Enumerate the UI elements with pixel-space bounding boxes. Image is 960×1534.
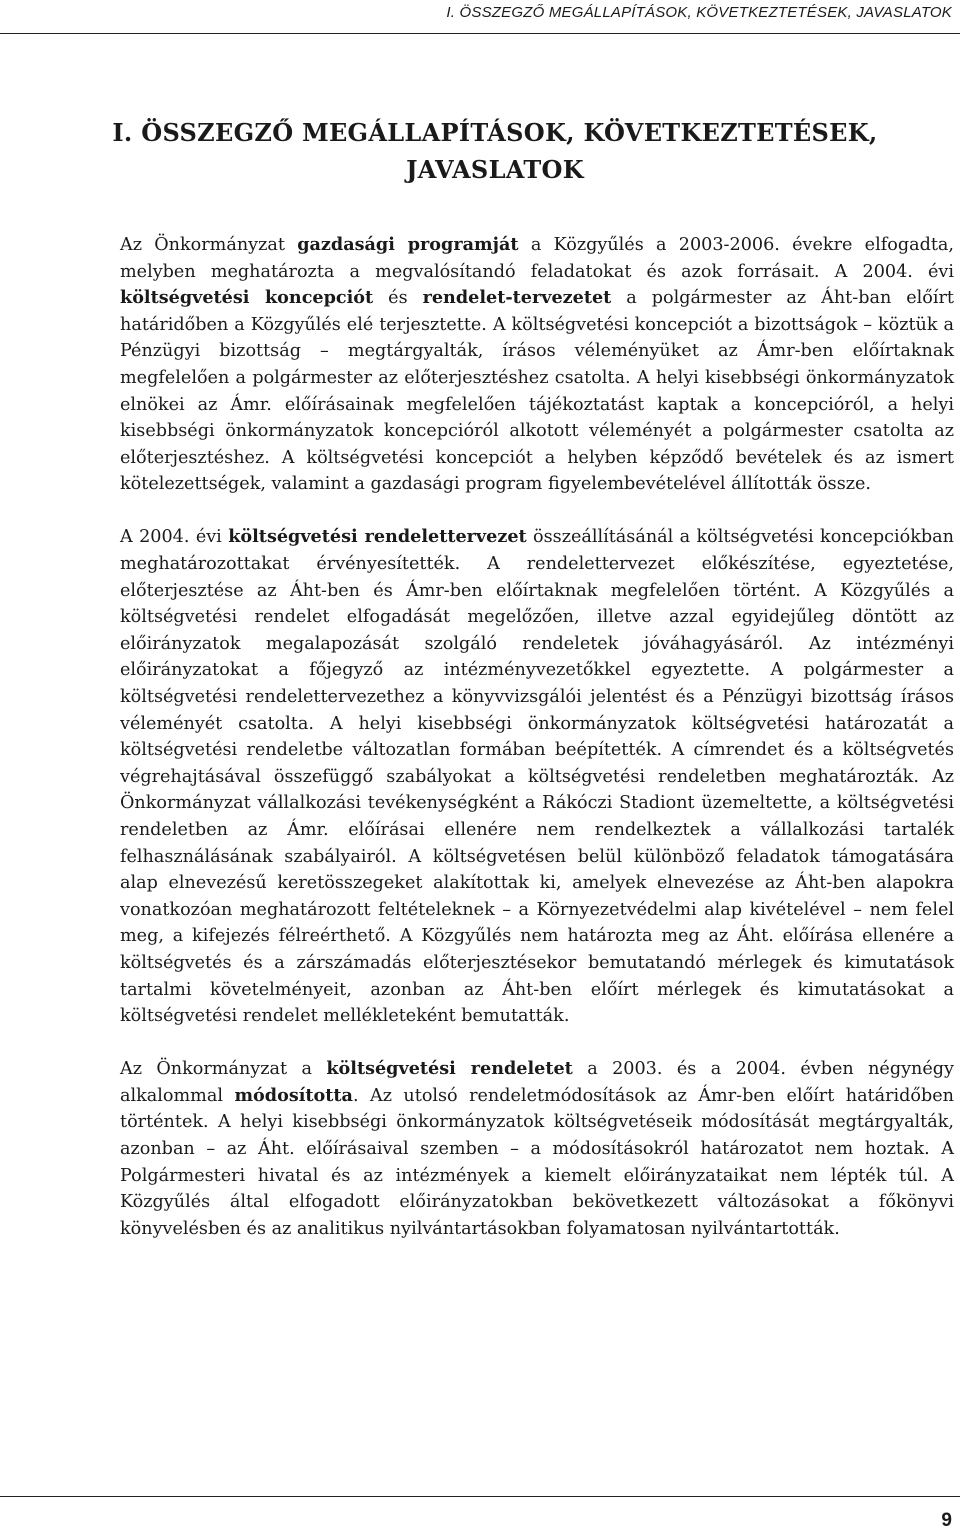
page-number: 9 — [941, 1510, 952, 1531]
paragraph-1 — [120, 232, 954, 498]
paragraph-2 — [120, 524, 954, 1029]
body-text — [120, 232, 954, 1269]
text-run: Az Önkormányzat a — [120, 1059, 327, 1080]
emphasis: módosította — [234, 1084, 353, 1106]
footer-rule — [0, 1496, 960, 1497]
chapter-title — [90, 114, 900, 188]
emphasis: költségvetési rendelettervezet — [228, 526, 527, 548]
text-run: a Közgyűlés a 2003-2006. évekre elfogadta, melyben meghatározta a megvalósítandó feladatokat és azok forrásait. A 2004. évi — [120, 235, 954, 282]
text-run: és — [373, 288, 423, 309]
chapter-title-line-2: JAVASLATOK — [406, 155, 584, 184]
text-run: a 2003. és a 2004. évben négynégy alkalommal — [120, 1059, 954, 1106]
text-run: . Az utolsó rendeletmódosítások az Ámr-ben előírt határidőben történtek. A helyi kisebbségi önkormányzatok költségvetéseik módosítását megtárgyalták, azonban – az Áht. előírásaival szemben – a módosításokról határozatot nem hoztak. A Polgármesteri hivatal és az intézmények a kiemelt előirányzataikat nem lépték túl. A Közgyűlés által elfogadott előirányzatokban bekövetkezett változásokat a főkönyvi könyvelésben és az analitikus nyilvántartásokban folyamatosan nyilvántartották. — [120, 1085, 955, 1239]
chapter-title-line-1: I. ÖSSZEGZŐ MEGÁLLAPÍTÁSOK, KÖVETKEZTETÉSEK, — [112, 118, 878, 147]
paragraph-3 — [120, 1056, 954, 1242]
emphasis: rendelet-tervezetet — [422, 287, 612, 309]
emphasis: költségvetési rendeletet — [326, 1058, 573, 1080]
running-header: I. ÖSSZEGZŐ MEGÁLLAPÍTÁSOK, KÖVETKEZTETÉSEK, JAVASLATOK — [446, 4, 952, 21]
text-run: Az Önkormányzat — [120, 235, 298, 255]
emphasis: gazdasági programját — [297, 234, 519, 255]
header-rule — [0, 33, 960, 34]
emphasis: költségvetési koncepciót — [120, 287, 374, 309]
text-run: a polgármester az Áht-ban előírt határidőben a Közgyűlés elé terjesztette. A költségvetési koncepciót a bizottságok – köztük a Pénzügyi bizottság – megtárgyalták, írásos véleményüket az Ámr-ben előírtaknak megfelelően a polgármester az előterjesztéshez csatolta. A helyi kisebbségi önkormányzatok elnökei az Ámr. előírásainak megfelelően tájékoztatást kaptak a koncepcióról, a helyi kisebbségi önkormányzatok koncepcióról alkotott véleményét a polgármester csatolta az előterjesztéshez. A költségvetési koncepciót a helyben képződő bevételek és az ismert kötelezettségek, valamint a gazdasági program figyelembevételével állították össze. — [120, 288, 954, 495]
text-run: összeállításánál a költségvetési koncepciókban meghatározottakat érvényesítették. A rendelettervezet előkészítése, egyeztetése, előterjesztése az Áht-ben és Ámr-ben előírtaknak megfelelően történt. A Közgyűlés a költségvetési rendelet elfogadását megelőzően, illetve azzal egyidejűleg döntött az előirányzatok megalapozását szolgáló rendeletek jóváhagyásáról. Az intézményi előirányzatokat a főjegyző az intézményvezetőkkel egyeztette. A polgármester a költségvetési rendelettervezethez a könyvvizsgálói jelentést és a Pénzügyi bizottság írásos véleményét csatolta. A helyi kisebbségi önkormányzatok költségvetési határozatát a költségvetési rendeletbe változatlan formában beépítették. A címrendet és a költségvetés végrehajtásával összefüggő szabályokat a költségvetési rendeletben meghatározták. Az Önkormányzat vállalkozási tevékenységként a Rákóczi Stadiont üzemeltette, a költségvetési rendeletben az Ámr. előírásai ellenére nem rendelkeztek a vállalkozási tartalék felhasználásának szabályairól. A költségvetésen belül különböző feladatok támogatására alap elnevezésű keretösszegeket alakítottak ki, amelyek elnevezése az Áht-ben alapokra vonatkozóan meghatározott feltételeknek – a Környezetvédelmi alap kivételével – nem felel meg, a kifejezés félreérthető. A Közgyűlés nem határozta meg az Áht. előírása ellenére a költségvetés és a zárszámadás előterjesztésekor bemutatandó mérlegek és kimutatások tartalmi követelményeit, azonban az Áht-ben előírt mérlegek és kimutatásokat a költségvetési rendelet mellékleteként bemutatták. — [120, 527, 954, 1027]
text-run: A 2004. évi — [120, 527, 229, 548]
